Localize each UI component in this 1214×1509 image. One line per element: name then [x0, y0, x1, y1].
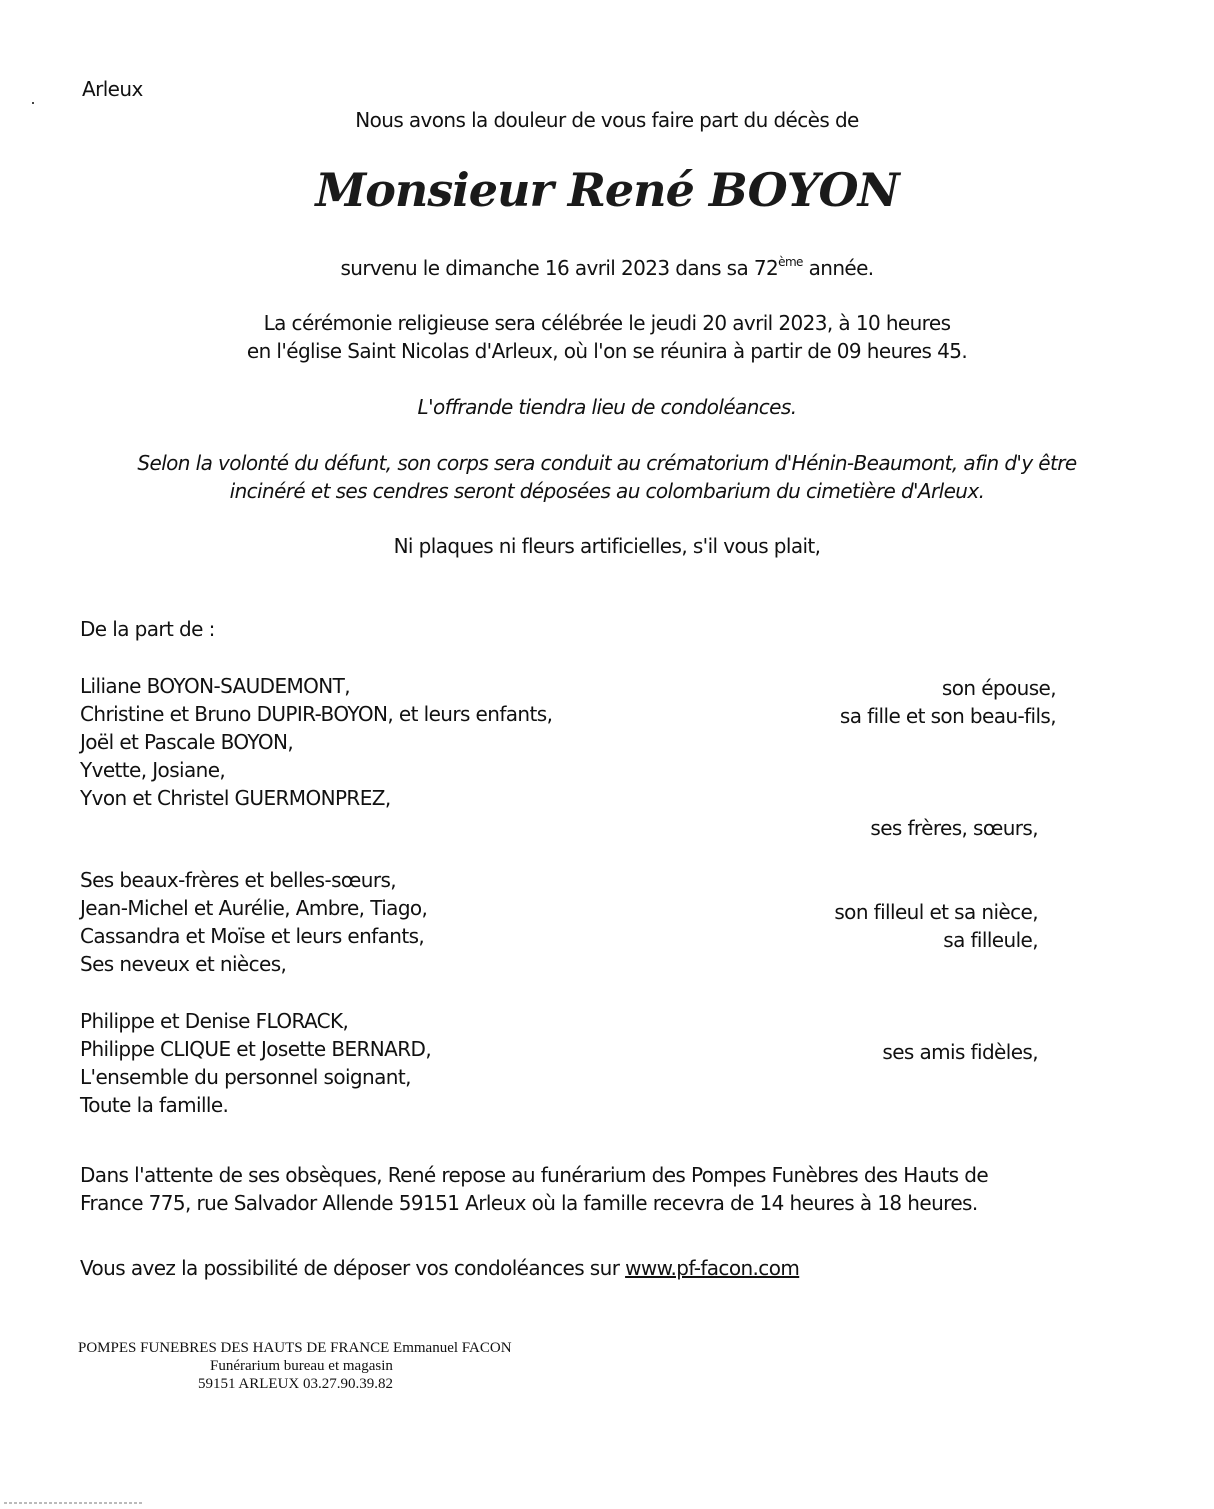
family-name: Philippe CLIQUE et Josette BERNARD,	[80, 1037, 432, 1061]
flowers-note: Ni plaques ni fleurs artificielles, s'il vous plait,	[393, 534, 821, 558]
relation: ses frères, sœurs,	[870, 816, 1038, 840]
condolences-text: Vous avez la possibilité de déposer vos condoléances sur	[80, 1256, 626, 1280]
family-name: Joël et Pascale BOYON,	[80, 730, 294, 754]
relation: sa filleule,	[943, 928, 1038, 952]
funeral-home-footer	[78, 1339, 512, 1393]
funerarium-info	[80, 1161, 988, 1217]
family-group-friends	[80, 1007, 431, 1119]
death-announcement	[0, 255, 1214, 280]
death-text-end: année.	[802, 256, 874, 280]
family-group-in-laws-nephews	[80, 866, 427, 978]
family-name: Cassandra et Moïse et leurs enfants,	[80, 924, 425, 948]
family-name: Jean-Michel et Aurélie, Ambre, Tiago,	[80, 896, 428, 920]
relation: ses amis fidèles,	[882, 1040, 1038, 1064]
family-name: Christine et Bruno DUPIR-BOYON, et leurs enfants,	[80, 702, 553, 726]
from-label: De la part de :	[80, 617, 215, 641]
family-name: Philippe et Denise FLORACK,	[80, 1009, 349, 1033]
family-name: Toute la famille.	[80, 1093, 229, 1117]
relation: sa fille et son beau-fils,	[839, 704, 1056, 728]
footer-services: Funérarium bureau et magasin	[210, 1358, 393, 1374]
family-name: Liliane BOYON-SAUDEMONT,	[80, 674, 351, 698]
scan-artifact	[4, 1502, 144, 1504]
footer-address-phone: 59151 ARLEUX 03.27.90.39.82	[198, 1376, 393, 1392]
condolences-website-link[interactable]: www.pf-facon.com	[625, 1256, 800, 1280]
family-name: L'ensemble du personnel soignant,	[80, 1065, 411, 1089]
relation: son épouse,	[941, 676, 1056, 700]
relations-group-2	[870, 814, 1038, 842]
footer-company: POMPES FUNEBRES DES HAUTS DE FRANCE Emmanuel FACON	[78, 1340, 512, 1356]
cremation-line-1: Selon la volonté du défunt, son corps sera conduit au crématorium d'Hénin-Beaumont, afin d'y être	[137, 451, 1077, 475]
family-name: Ses neveux et nièces,	[80, 952, 287, 976]
place-name: Arleux	[82, 77, 143, 101]
family-name: Yvette, Josiane,	[80, 758, 226, 782]
cremation-line-2: incinéré et ses cendres seront déposées au colombarium du cimetière d'Arleux.	[229, 479, 985, 503]
intro-text: Nous avons la douleur de vous faire part du décès de	[355, 108, 859, 132]
ceremony-line-1: La cérémonie religieuse sera célébrée le jeudi 20 avril 2023, à 10 heures	[263, 311, 951, 335]
scan-speck	[32, 102, 34, 104]
relations-group-3	[834, 898, 1038, 954]
family-name: Yvon et Christel GUERMONPREZ,	[80, 786, 391, 810]
relations-group-4	[882, 1038, 1038, 1066]
offering-note: L'offrande tiendra lieu de condoléances.	[417, 395, 797, 419]
ordinal-suffix: ème	[778, 255, 803, 269]
funerarium-line-2: France 775, rue Salvador Allende 59151 Arleux où la famille recevra de 14 heures à 18 heures.	[80, 1191, 978, 1215]
ceremony-line-2: en l'église Saint Nicolas d'Arleux, où l'on se réunira à partir de 09 heures 45.	[246, 339, 968, 363]
family-group-spouse-children	[80, 672, 552, 728]
family-name: Ses beaux-frères et belles-sœurs,	[80, 868, 397, 892]
deceased-name: Monsieur René BOYON	[315, 163, 899, 217]
condolences-note	[80, 1256, 799, 1280]
death-text: survenu le dimanche 16 avril 2023 dans sa 72	[340, 256, 779, 280]
family-group-siblings	[80, 728, 391, 812]
relation: son filleul et sa nièce,	[834, 900, 1038, 924]
funerarium-line-1: Dans l'attente de ses obsèques, René repose au funérarium des Pompes Funèbres des Hauts de	[80, 1163, 989, 1187]
relations-group-1	[840, 674, 1056, 730]
